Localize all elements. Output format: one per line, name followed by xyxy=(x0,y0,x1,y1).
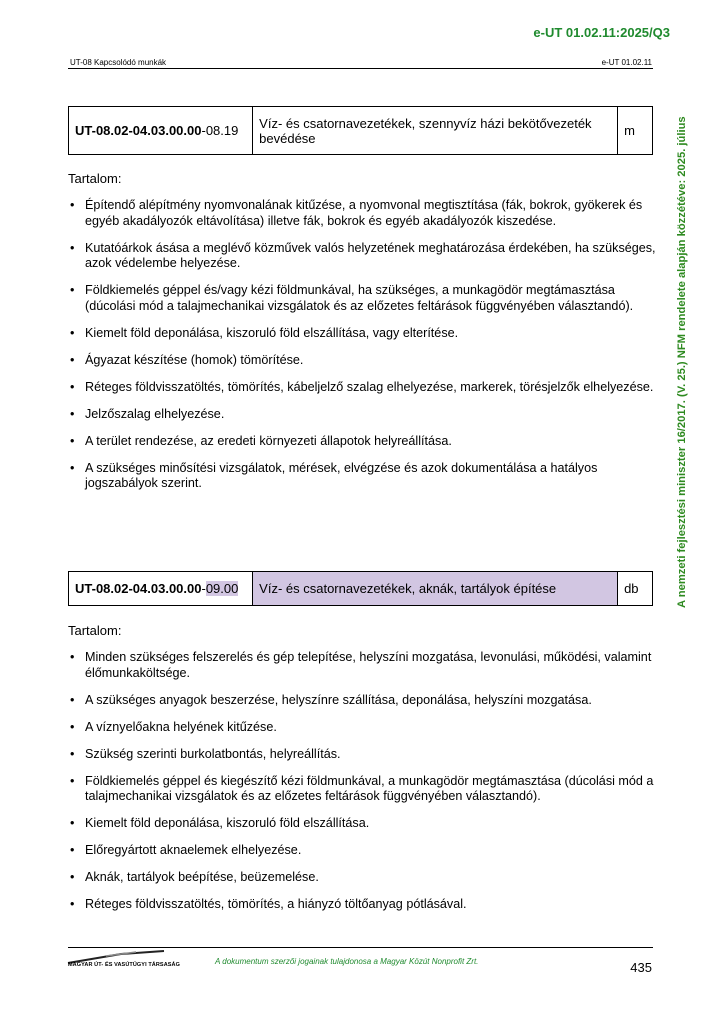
list-item: • Minden szükséges felszerelés és gép telepítése, helyszíni mozgatása, levonulási, működési, valamint élőmunkaköltsége. xyxy=(68,650,658,681)
side-publication-note: A nemzeti fejlesztési miniszter 16/2017. (V. 25.) NFM rendelete alapján közzétéve: 2025. július xyxy=(676,116,688,609)
item-unit: m xyxy=(618,107,653,155)
list-item: • Előregyártott aknaelemek elhelyezése. xyxy=(68,843,658,859)
item-code-dash: - xyxy=(201,581,206,596)
item-code: UT-08.02-04.03.00.00 xyxy=(75,123,202,138)
header-divider xyxy=(68,68,653,69)
item-header-table-2 xyxy=(68,571,653,606)
list-item: • Ágyazat készítése (homok) tömörítése. xyxy=(68,353,658,369)
company-logo-text: MAGYAR ÚT- ÉS VASÚTÜGYI TÁRSASÁG xyxy=(68,962,180,968)
list-item: • A terület rendezése, az eredeti környezeti állapotok helyreállítása. xyxy=(68,434,658,450)
list-item: • A szükséges anyagok beszerzése, helyszínre szállítása, deponálása, helyszíni mozgatása. xyxy=(68,693,658,709)
list-item: • Réteges földvisszatöltés, tömörítés, a hiányzó töltőanyag pótlásával. xyxy=(68,897,658,913)
list-item: • Réteges földvisszatöltés, tömörítés, kábeljelző szalag elhelyezése, markerek, törésjelzők elhelyezése. xyxy=(68,380,658,396)
content-label: Tartalom: xyxy=(68,623,122,638)
item-code-cell xyxy=(69,572,253,606)
list-item: • Kutatóárkok ásása a meglévő közművek valós helyzetének meghatározása érdekében, ha szükséges, azok védelembe helyezése. xyxy=(68,241,658,272)
list-item: • Jelzőszalag elhelyezése. xyxy=(68,407,658,423)
item-code: UT-08.02-04.03.00.00 xyxy=(75,581,202,596)
list-item: • A víznyelőakna helyének kitűzése. xyxy=(68,720,658,736)
content-list-2 xyxy=(68,650,658,924)
list-item: • Szükség szerinti burkolatbontás, helyreállítás. xyxy=(68,747,658,763)
list-item: • Építendő alépítmény nyomvonalának kitűzése, a nyomvonal megtisztítása (fák, bokrok, gyökerek és egyéb akadályozók eltávolítása) illetve fák, bokrok és egyéb akadályozók kiszedése. xyxy=(68,198,658,229)
list-item: • Aknák, tartályok beépítése, beüzemelése. xyxy=(68,870,658,886)
copyright-notice: A dokumentum szerzői jogainak tulajdonosa a Magyar Közút Nonprofit Zrt. xyxy=(215,957,479,966)
list-item: • Kiemelt föld deponálása, kiszoruló föld elszállítása. xyxy=(68,816,658,832)
list-item: • Földkiemelés géppel és kiegészítő kézi földmunkával, a munkagödör megtámasztása (dúcolási mód a talajmechanikai vizsgálatok és az előzetes feltárások függvényében választandó). xyxy=(68,774,658,805)
item-unit: db xyxy=(618,572,653,606)
item-title: Víz- és csatornavezetékek, szennyvíz házi bekötővezeték bevédése xyxy=(253,107,618,155)
content-label: Tartalom: xyxy=(68,171,122,186)
content-list-1 xyxy=(68,198,658,503)
page-number: 435 xyxy=(630,960,652,975)
running-header-left: UT-08 Kapcsolódó munkák xyxy=(70,58,167,67)
item-code-suffix: -08.19 xyxy=(201,123,239,138)
list-item: • A szükséges minősítési vizsgálatok, mérések, elvégzése és azok dokumentálása a hatályos jogszabályok szerint. xyxy=(68,461,658,492)
document-code: e-UT 01.02.11:2025/Q3 xyxy=(533,25,670,40)
item-title: Víz- és csatornavezetékek, aknák, tartályok építése xyxy=(253,572,618,606)
list-item: • Kiemelt föld deponálása, kiszoruló föld elszállítása, vagy elterítése. xyxy=(68,326,658,342)
footer-divider xyxy=(68,947,653,948)
list-item: • Földkiemelés géppel és/vagy kézi földmunkával, ha szükséges, a munkagödör megtámasztása (dúcolási mód a talajmechanikai vizsgálatok és az előzetes feltárások függvényében választandó). xyxy=(68,283,658,314)
item-code-suffix-highlight: 09.00 xyxy=(205,581,239,596)
running-header-right: e-UT 01.02.11 xyxy=(601,58,652,67)
item-code-cell xyxy=(69,107,253,155)
item-header-table-1 xyxy=(68,106,653,155)
